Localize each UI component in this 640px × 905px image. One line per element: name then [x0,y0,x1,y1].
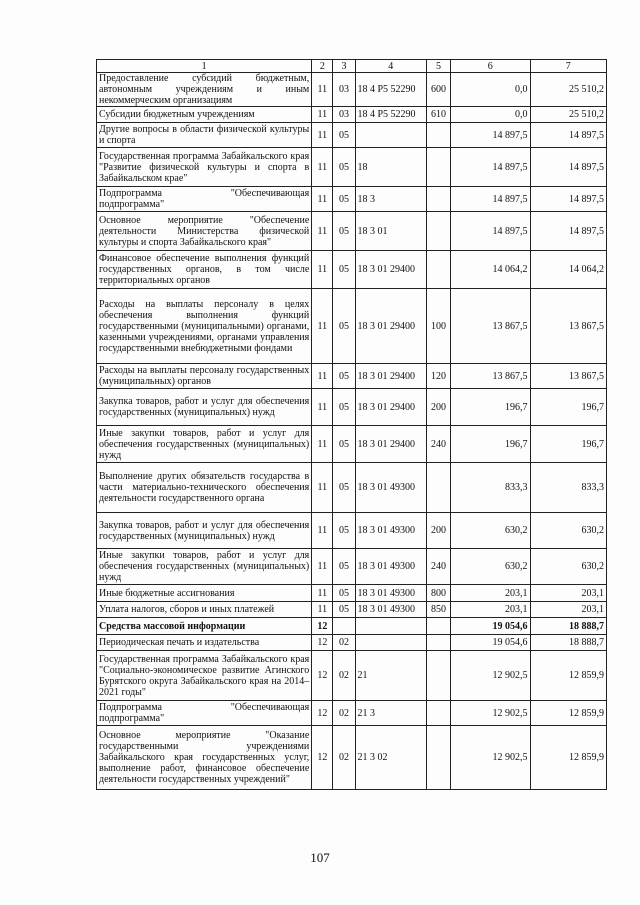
table-row [97,463,607,513]
row-cell-col5 [426,148,450,187]
row-name-cell: Выполнение других обязательств государства в части материально-технического обеспечения деятельности государственного органа [97,463,312,513]
row-name-cell: Государственная программа Забайкальского края "Социально-экономическое развитие Агинского Бурятского округа Забайкальского края на 2014–2021 годы" [97,651,312,701]
row-cell-col3: 02 [333,635,355,651]
row-cell-col7: 196,7 [530,426,607,463]
header-cell: 6 [451,60,530,73]
row-cell-col7: 14 897,5 [530,212,607,251]
row-cell-col7: 14 897,5 [530,123,607,148]
row-name-cell: Подпрограмма "Обеспечивающая подпрограмма" [97,187,312,212]
row-cell-col4: 21 [355,651,426,701]
row-cell-col4: 18 4 P5 52290 [355,73,426,107]
header-cell: 1 [97,60,312,73]
row-cell-col3: 05 [333,549,355,585]
table-row [97,364,607,389]
row-cell-col2: 12 [312,635,333,651]
row-cell-col5: 610 [426,107,450,123]
row-cell-col2: 12 [312,701,333,726]
row-cell-col6: 14 897,5 [451,148,530,187]
row-cell-col4: 21 3 02 [355,726,426,790]
row-cell-col4: 18 3 01 [355,212,426,251]
row-cell-col6: 630,2 [451,513,530,549]
row-cell-col5: 120 [426,364,450,389]
row-cell-col3: 05 [333,251,355,289]
table-row [97,123,607,148]
row-cell-col6: 0,0 [451,107,530,123]
row-cell-col7: 13 867,5 [530,364,607,389]
table-row [97,585,607,602]
table-row [97,426,607,463]
row-cell-col2: 12 [312,726,333,790]
row-cell-col5 [426,123,450,148]
row-name-cell: Уплата налогов, сборов и иных платежей [97,602,312,618]
header-cell: 4 [355,60,426,73]
row-cell-col6: 630,2 [451,549,530,585]
row-cell-col3: 05 [333,148,355,187]
row-cell-col7: 18 888,7 [530,635,607,651]
header-cell: 7 [530,60,607,73]
row-cell-col4: 18 3 01 49300 [355,585,426,602]
row-cell-col2: 11 [312,426,333,463]
row-cell-col3: 05 [333,212,355,251]
row-cell-col5: 240 [426,426,450,463]
row-cell-col7: 14 064,2 [530,251,607,289]
row-name-cell: Государственная программа Забайкальского края "Развитие физической культуры и спорта в Забайкальском крае" [97,148,312,187]
row-name-cell: Основное мероприятие "Оказание государственными учреждениями Забайкальского края государственных услуг, выполнение работ, финансовое обеспечение деятельности государственных учреждений" [97,726,312,790]
row-cell-col5 [426,618,450,635]
row-cell-col3: 05 [333,364,355,389]
row-cell-col5: 600 [426,73,450,107]
row-name-cell: Другие вопросы в области физической культуры и спорта [97,123,312,148]
row-cell-col3: 02 [333,651,355,701]
row-name-cell: Закупка товаров, работ и услуг для обеспечения государственных (муниципальных) нужд [97,389,312,426]
row-cell-col2: 11 [312,123,333,148]
row-cell-col6: 13 867,5 [451,364,530,389]
row-cell-col6: 14 064,2 [451,251,530,289]
row-name-cell: Основное мероприятие "Обеспечение деятельности Министерства физической культуры и спорта Забайкальского края" [97,212,312,251]
row-cell-col2: 11 [312,187,333,212]
row-cell-col5: 850 [426,602,450,618]
row-cell-col6: 13 867,5 [451,289,530,364]
row-cell-col2: 11 [312,463,333,513]
row-name-cell: Подпрограмма "Обеспечивающая подпрограмма" [97,701,312,726]
row-name-cell: Иные закупки товаров, работ и услуг для обеспечения государственных (муниципальных) нужд [97,549,312,585]
row-cell-col3: 05 [333,585,355,602]
row-cell-col6: 19 054,6 [451,635,530,651]
table-header-row [97,60,607,73]
row-name-cell: Расходы на выплаты персоналу государственных (муниципальных) органов [97,364,312,389]
table-row [97,513,607,549]
row-cell-col2: 11 [312,212,333,251]
table-row [97,251,607,289]
row-cell-col4: 18 3 01 49300 [355,602,426,618]
row-cell-col7: 12 859,9 [530,701,607,726]
row-cell-col2: 12 [312,651,333,701]
table-row [97,549,607,585]
row-cell-col6: 19 054,6 [451,618,530,635]
row-cell-col3: 05 [333,123,355,148]
row-cell-col2: 11 [312,602,333,618]
row-cell-col2: 11 [312,289,333,364]
row-cell-col2: 11 [312,364,333,389]
row-cell-col3: 05 [333,463,355,513]
row-cell-col6: 196,7 [451,389,530,426]
header-cell: 2 [312,60,333,73]
row-cell-col7: 12 859,9 [530,726,607,790]
row-cell-col6: 203,1 [451,585,530,602]
row-cell-col5 [426,463,450,513]
table-row [97,635,607,651]
table-row [97,73,607,107]
row-cell-col4: 18 3 01 29400 [355,389,426,426]
row-cell-col3: 05 [333,513,355,549]
row-cell-col3: 05 [333,187,355,212]
row-cell-col7: 12 859,9 [530,651,607,701]
row-cell-col4: 21 3 [355,701,426,726]
row-cell-col3: 05 [333,602,355,618]
row-cell-col4: 18 3 01 29400 [355,251,426,289]
row-cell-col3: 02 [333,726,355,790]
row-name-cell: Иные закупки товаров, работ и услуг для обеспечения государственных (муниципальных) нужд [97,426,312,463]
row-cell-col2: 11 [312,107,333,123]
row-cell-col5 [426,651,450,701]
row-cell-col4: 18 [355,148,426,187]
row-cell-col7: 203,1 [530,602,607,618]
row-cell-col4 [355,123,426,148]
row-cell-col7: 25 510,2 [530,73,607,107]
table-row [97,701,607,726]
row-cell-col5 [426,726,450,790]
row-cell-col7: 630,2 [530,513,607,549]
row-cell-col5 [426,251,450,289]
row-cell-col6: 833,3 [451,463,530,513]
row-cell-col2: 11 [312,549,333,585]
row-cell-col4: 18 4 P5 52290 [355,107,426,123]
row-cell-col2: 12 [312,618,333,635]
row-name-cell: Закупка товаров, работ и услуг для обеспечения государственных (муниципальных) нужд [97,513,312,549]
row-cell-col4 [355,618,426,635]
row-cell-col5: 240 [426,549,450,585]
row-cell-col4: 18 3 01 49300 [355,513,426,549]
row-cell-col6: 203,1 [451,602,530,618]
row-cell-col3: 03 [333,73,355,107]
row-cell-col3: 02 [333,701,355,726]
row-cell-col3 [333,618,355,635]
row-name-cell: Периодическая печать и издательства [97,635,312,651]
row-cell-col6: 0,0 [451,73,530,107]
row-cell-col3: 05 [333,289,355,364]
table-row [97,726,607,790]
row-cell-col7: 630,2 [530,549,607,585]
row-cell-col4: 18 3 01 49300 [355,549,426,585]
row-name-cell: Иные бюджетные ассигнования [97,585,312,602]
row-cell-col4: 18 3 01 49300 [355,463,426,513]
row-cell-col4: 18 3 01 29400 [355,289,426,364]
row-cell-col4: 18 3 01 29400 [355,364,426,389]
table-row [97,289,607,364]
row-cell-col7: 203,1 [530,585,607,602]
page-number: 107 [310,850,330,865]
row-cell-col3: 03 [333,107,355,123]
row-cell-col5: 800 [426,585,450,602]
row-cell-col2: 11 [312,148,333,187]
row-cell-col2: 11 [312,513,333,549]
table-row [97,187,607,212]
budget-table-body [97,60,607,790]
table-row [97,107,607,123]
row-cell-col7: 25 510,2 [530,107,607,123]
row-cell-col5: 200 [426,513,450,549]
row-cell-col5: 100 [426,289,450,364]
header-cell: 3 [333,60,355,73]
table-row [97,389,607,426]
row-cell-col7: 13 867,5 [530,289,607,364]
row-name-cell: Предоставление субсидий бюджетным, автономным учреждениям и иным некоммерческим организациям [97,73,312,107]
row-cell-col5 [426,187,450,212]
row-cell-col5 [426,701,450,726]
row-cell-col4: 18 3 01 29400 [355,426,426,463]
row-name-cell: Субсидии бюджетным учреждениям [97,107,312,123]
row-cell-col2: 11 [312,251,333,289]
header-cell: 5 [426,60,450,73]
row-cell-col6: 14 897,5 [451,187,530,212]
row-cell-col6: 14 897,5 [451,123,530,148]
row-name-cell: Расходы на выплаты персоналу в целях обеспечения выполнения функций государственными (муниципальными) органами, казенными учреждениями, органами управления государственными внебюджетными фондами [97,289,312,364]
row-cell-col6: 14 897,5 [451,212,530,251]
table-row [97,212,607,251]
row-cell-col5 [426,635,450,651]
row-cell-col2: 11 [312,73,333,107]
table-row [97,602,607,618]
table-row [97,148,607,187]
row-cell-col7: 14 897,5 [530,148,607,187]
row-cell-col3: 05 [333,426,355,463]
row-cell-col5 [426,212,450,251]
budget-table [96,59,607,790]
table-row [97,618,607,635]
row-cell-col4 [355,635,426,651]
row-cell-col6: 12 902,5 [451,726,530,790]
row-name-cell: Средства массовой информации [97,618,312,635]
row-cell-col7: 18 888,7 [530,618,607,635]
row-cell-col7: 14 897,5 [530,187,607,212]
row-cell-col7: 833,3 [530,463,607,513]
row-cell-col6: 12 902,5 [451,701,530,726]
row-cell-col5: 200 [426,389,450,426]
row-cell-col2: 11 [312,389,333,426]
row-cell-col6: 12 902,5 [451,651,530,701]
row-cell-col7: 196,7 [530,389,607,426]
row-cell-col3: 05 [333,389,355,426]
row-cell-col2: 11 [312,585,333,602]
row-cell-col4: 18 3 [355,187,426,212]
table-row [97,651,607,701]
row-cell-col6: 196,7 [451,426,530,463]
row-name-cell: Финансовое обеспечение выполнения функций государственных органов, в том числе территориальных органов [97,251,312,289]
